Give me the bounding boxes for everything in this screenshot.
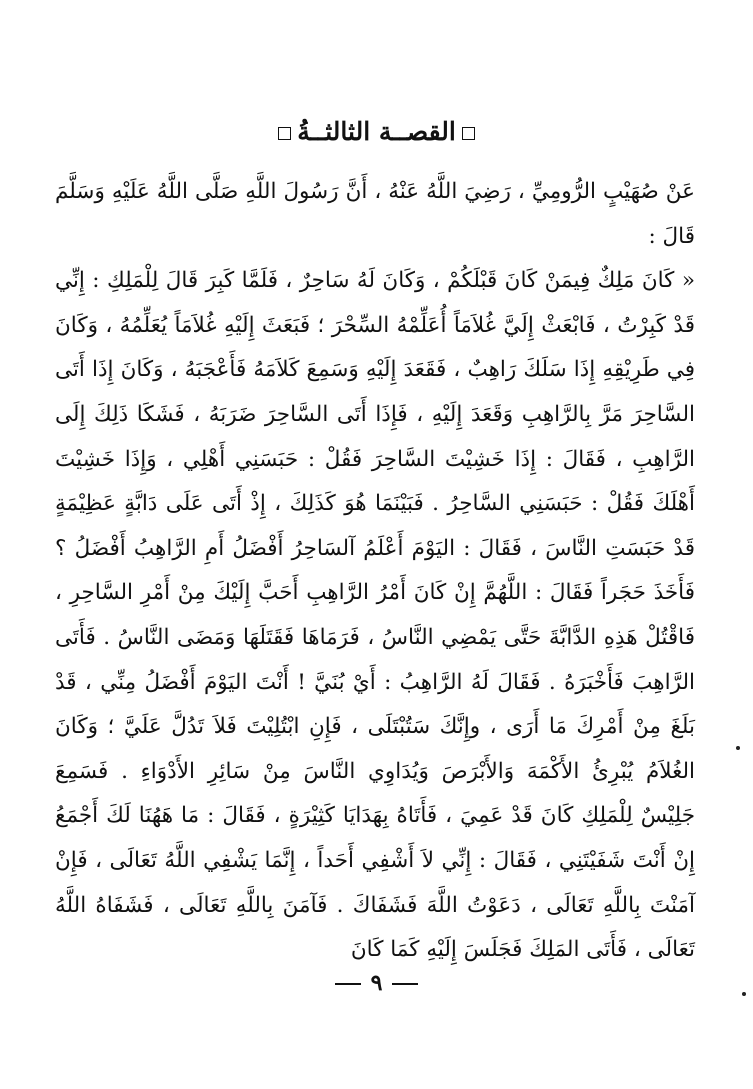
scan-speck <box>742 992 746 996</box>
page-number-dash-left <box>335 983 361 985</box>
story-body <box>55 170 695 973</box>
scan-speck <box>736 746 740 750</box>
hadith-text-paragraph: « كَانَ مَلِكٌ فِيمَنْ كَانَ قَبْلَكُمْ ، وَكَانَ لَهُ سَاحِرٌ ، فَلَمَّا كَبِرَ قَالَ لِلْمَلِكِ : إِنِّي قَدْ كَبِرْتُ ، فَابْعَثْ إِلَيَّ غُلاَمَاً أُعَلِّمْهُ السِّحْرَ ؛ فَبَعَثَ إِلَيْهِ غُلاَمَاً يُعَلِّمُهُ ، وَكَانَ فِي طَرِيْقِهِ إِذَا سَلَكَ رَاهِبٌ ، فَقَعَدَ إِلَيْهِ وَسَمِعَ كَلاَمَهُ فَأَعْجَبَهُ ، وَكَانَ إِذَا أَتَى السَّاحِرَ مَرَّ بِالرَّاهِبِ وَقَعَدَ إِلَيْهِ ، فَإِذَا أَتَى السَّاحِرَ ضَرَبَهُ ، فَشَكَا ذَلِكَ إِلَى الرَّاهِبِ ، فَقَالَ : إِذَا خَشِيْتَ السَّاحِرَ فَقُلْ : حَبَسَنِي أَهْلِي ، وَإِذَا خَشِيْتَ أَهْلَكَ فَقُلْ : حَبَسَنِي السَّاحِرُ . فَبَيْنَمَا هُوَ كَذَلِكَ ، إِذْ أَتَى عَلَى دَابَّةٍ عَظِيْمَةٍ قَدْ حَبَسَتِ النَّاسَ ، فَقَالَ : اليَوْمَ أَعْلَمُ آلسَاحِرُ أَفْضَلُ أَمِ الرَّاهِبُ أَفْضَلُ ؟ فَأَخَذَ حَجَراً فَقَالَ : اللَّهُمَّ إِنْ كَانَ أَمْرُ الرَّاهِبِ أَحَبَّ إِلَيْكَ مِنْ أَمْرِ السَّاحِرِ ، فَاقْتُلْ هَذِهِ الدَّابَّةَ حَتَّى يَمْضِي النَّاسُ ، فَرَمَاهَا فَقَتَلَهَا وَمَضَى النَّاسُ . فَأَتَى الرَّاهِبَ فَأَخْبَرَهُ . فَقَالَ لَهُ الرَّاهِبُ : أَيْ بُنَيَّ ! أَنْتَ اليَوْمَ أَفْضَلُ مِنِّي ، قَدْ بَلَغَ مِنْ أَمْرِكَ مَا أَرَى ، وإِنَّكَ سَتُبْتَلَى ، فَإِنِ ابْتُلِيْتَ فَلاَ تَدُلَّ عَلَيَّ ؛ وَكَانَ الغُلاَمُ يُبْرِئُ الأَكْمَهَ وَالأَبْرَصَ وَيُدَاوِي النَّاسَ مِنْ سَائِرِ الأَدْوَاءِ . فَسَمِعَ جَلِيْسٌ لِلْمَلِكِ كَانَ قَدْ عَمِيَ ، فَأَتَاهُ بِهَدَايَا كَثِيْرَةٍ ، فَقَالَ : مَا هَهُنَا لَكَ أَجْمَعُ إِنْ أَنْتَ شَفَيْتَنِي ، فَقَالَ : إِنِّي لاَ أَشْفِي أَحَداً ، إِنَّمَا يَشْفِي اللَّهُ تَعَالَى ، فَإِنْ آمَنْتَ بِاللَّهِ تَعَالَى ، دَعَوْتُ اللَّهَ فَشَفَاكَ . فَآمَنَ بِاللَّهِ تَعَالَى ، فَشَفَاهُ اللَّهُ تَعَالَى ، فَأَتَى المَلِكَ فَجَلَسَ إِلَيْهِ كَمَا كَانَ <box>55 268 695 963</box>
story-title: القصــة الثالثــةُ <box>297 117 456 146</box>
page-number-dash-right <box>392 983 418 985</box>
page-number <box>0 968 753 998</box>
hadith-isnad-paragraph: عَنْ صُهَيْبٍ الرُّومِيِّ ، رَضِيَ اللَّهُ عَنْهُ ، أَنَّ رَسُولَ اللَّهِ صَلَّى اللَّهُ عَلَيْهِ وَسَلَّمَ قَالَ : <box>55 179 695 249</box>
heading-box-ornament-right <box>462 127 475 140</box>
heading-box-ornament-left <box>278 127 291 140</box>
page-number-value: ٩ <box>370 970 383 996</box>
story-heading <box>0 112 753 152</box>
